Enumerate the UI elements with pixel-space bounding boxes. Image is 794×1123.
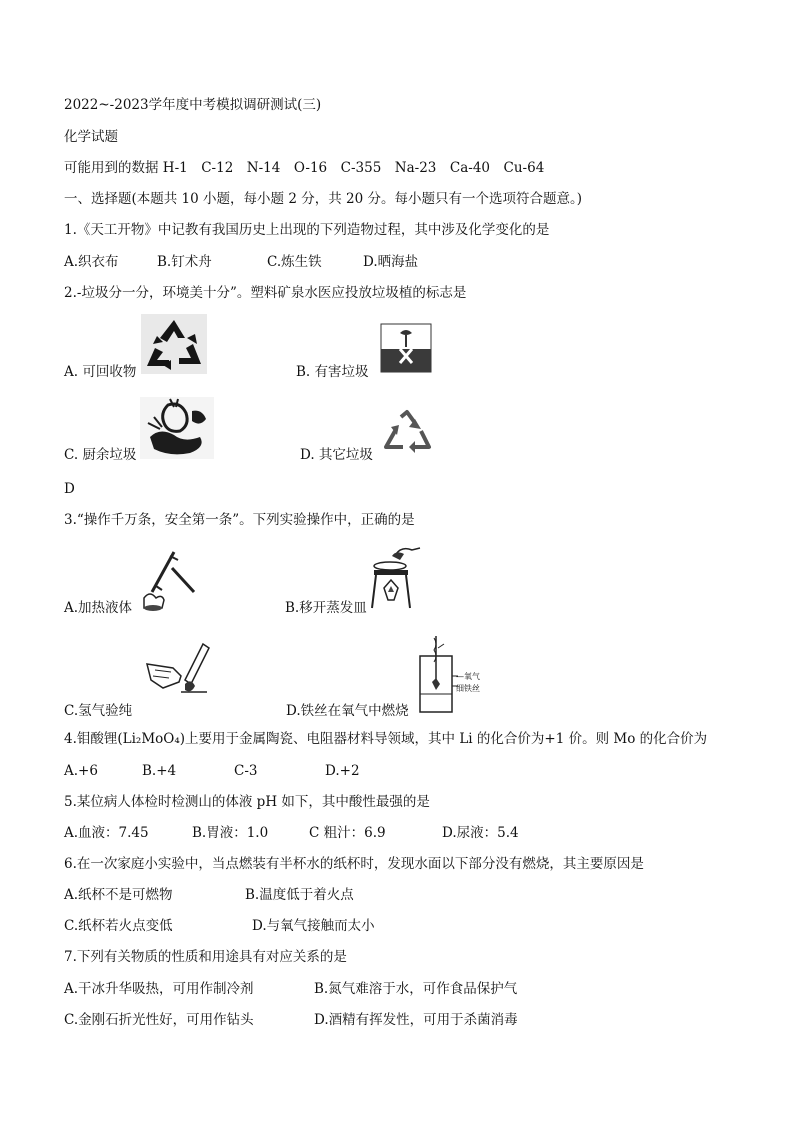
q6-option-a: A.纸杯不是可燃物 [64, 887, 173, 903]
atomic-masses: 可能用到的数据 H-1 C-12 N-14 O-16 C-355 Na-23 Ca-40 Cu-64 [64, 160, 545, 176]
q4-option-b: B.+4 [142, 763, 177, 779]
q7-option-d: D.酒精有挥发性，可用于杀菌消毒 [314, 1012, 518, 1028]
question-1-stem: 1.《天工开物》中记教有我国历史上出现的下列造物过程，其中涉及化学变化的是 [64, 222, 550, 238]
question-7-stem: 7.下列有关物质的性质和用途具有对应关系的是 [64, 949, 347, 965]
q2-option-b: B. 有害垃圾 [296, 364, 369, 380]
q5-option-a: A.血液：7.45 [64, 825, 149, 841]
hazardous-waste-icon [380, 323, 432, 373]
heating-liquid-icon [136, 548, 198, 614]
q7-option-b: B.氮气难溶于水，可作食品保护气 [314, 981, 518, 997]
q1-option-b: B.钉术舟 [157, 254, 212, 270]
q5-option-c: C 粗汁：6.9 [309, 825, 386, 841]
question-4-stem: 4.钼酸锂(Li₂MoO₄)上要用于金属陶瓷、电阻器材料导领域，其中 Li 的化合价为+1 价。则 Mo 的化合价为 [64, 731, 708, 747]
other-waste-icon [381, 409, 433, 459]
subject-title: 化学试题 [64, 129, 118, 145]
q1-option-d: D.晒海盐 [363, 254, 419, 270]
q6-option-c: C.纸杯若火点变低 [64, 918, 173, 934]
q2-option-a: A. 可回收物 [64, 364, 137, 380]
q4-option-a: A.+6 [64, 763, 98, 779]
q1-option-c: C.炼生铁 [267, 254, 322, 270]
q3-option-b: B.移开蒸发皿 [285, 600, 367, 616]
q7-option-c: C.金刚石折光性好，可用作钻头 [64, 1012, 254, 1028]
q4-option-d: D.+2 [325, 763, 360, 779]
oxygen-label: —氧气 [456, 672, 480, 681]
section-heading: 一、选择题(本题共 10 小题，每小题 2 分，共 20 分。每小题只有一个选项符合题意。) [64, 191, 582, 207]
q3-option-d: D.铁丝在氧气中燃烧 [286, 703, 409, 719]
q5-option-b: B.胃液：1.0 [192, 825, 269, 841]
question-2-stem: 2.-垃圾分一分，环境美十分”。塑料矿泉水医应投放垃圾植的标志是 [64, 285, 467, 301]
q3-option-c: C.氢气验纯 [64, 703, 133, 719]
q6-option-d: D.与氧气接触而太小 [252, 918, 375, 934]
kitchen-waste-icon [140, 397, 214, 459]
exam-title: 2022~-2023学年度中考模拟调研测试(三) [64, 97, 322, 113]
q2-option-d: D. 其它垃圾 [300, 447, 373, 463]
q4-option-c: C-3 [234, 763, 258, 779]
q3-option-a: A.加热液体 [64, 600, 133, 616]
q1-option-a: A.织衣布 [64, 254, 119, 270]
q2-answer: D [64, 481, 75, 497]
q2-option-c: C. 厨余垃圾 [64, 447, 137, 463]
hydrogen-purity-test-icon [143, 640, 213, 700]
question-5-stem: 5.某位病人体检时检测山的体液 pH 如下，其中酸性最强的是 [64, 794, 430, 810]
question-3-stem: 3.“操作千万条，安全第一条”。下列实验操作中，正确的是 [64, 512, 415, 528]
evaporating-dish-icon [366, 544, 424, 612]
iron-wire-label: 细铁丝 [456, 684, 480, 693]
question-6-stem: 6.在一次家庭小实验中，当点燃装有半杯水的纸杯时，发现水面以下部分没有燃烧，其主要原因是 [64, 856, 644, 872]
q7-option-a: A.干冰升华吸热，可用作制冷剂 [64, 981, 254, 997]
recycle-symbol-icon [141, 314, 207, 374]
q5-option-d: D.尿液：5.4 [442, 825, 519, 841]
q6-option-b: B.温度低于着火点 [245, 887, 354, 903]
